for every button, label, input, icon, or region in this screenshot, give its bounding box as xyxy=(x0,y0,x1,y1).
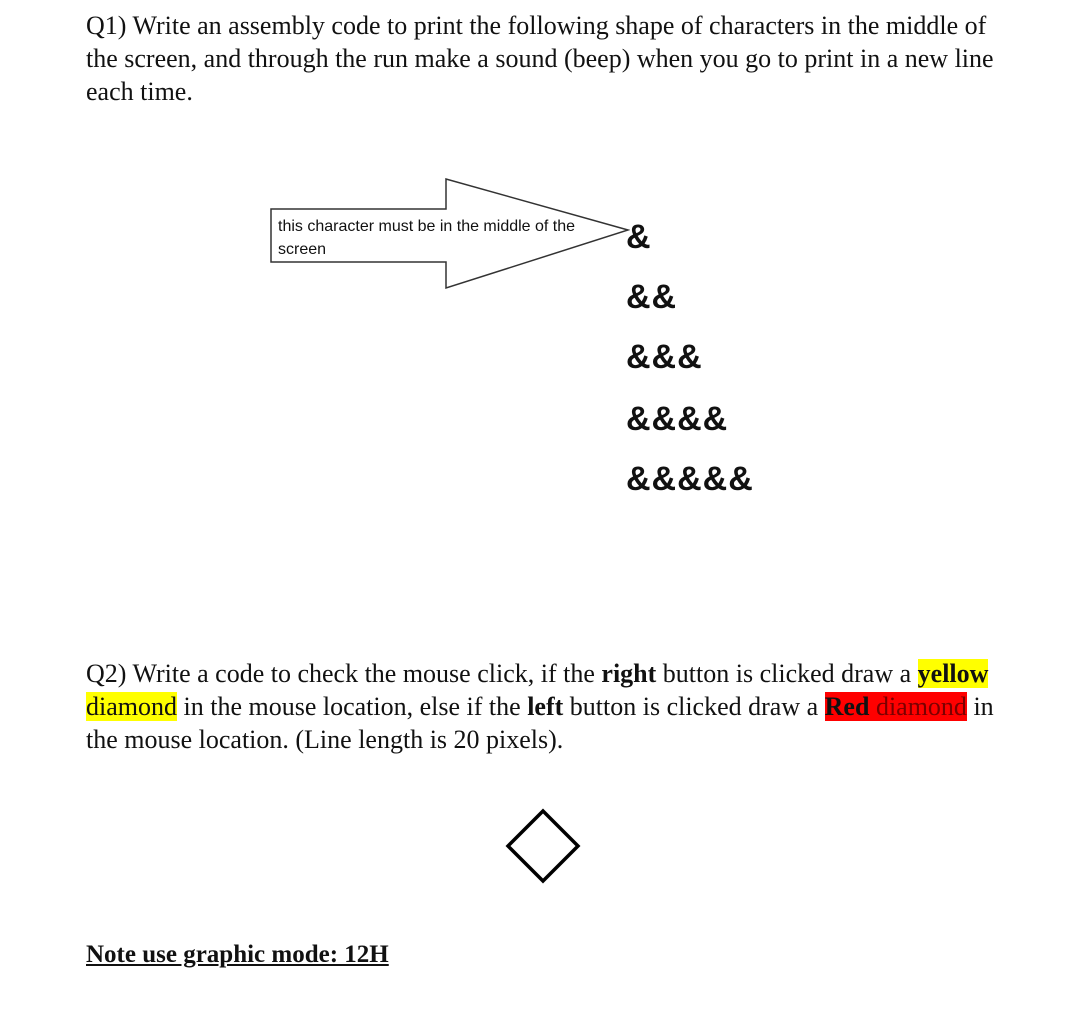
shape-row-5: &&&&& xyxy=(626,460,754,498)
q2-part5: in the mouse location. (Line length is 20 pixels). xyxy=(86,692,994,754)
diamond-outline xyxy=(508,811,578,881)
shape-row-2: && xyxy=(626,278,678,316)
q2-part2: button is clicked draw a xyxy=(656,659,918,688)
shape-row-1: & xyxy=(626,218,652,256)
q2-right-keyword: right xyxy=(601,659,657,688)
callout-label: this character must be in the middle of the screen xyxy=(278,218,576,258)
red-highlight xyxy=(825,692,967,721)
diamond-shape xyxy=(505,808,581,884)
q2-part1: Q2) Write a code to check the mouse click, if the xyxy=(86,659,602,688)
yellow-word: yellow xyxy=(917,659,989,688)
q2-part3: in the mouse location, else if the xyxy=(177,692,528,721)
shape-row-4: &&&& xyxy=(626,400,729,438)
yellow-rest: diamond xyxy=(86,692,177,721)
question-1-text: Q1) Write an assembly code to print the following shape of characters in the middle of the screen, and through the run make a sound (beep) when you go to print in a new line each time. xyxy=(86,11,994,106)
note-text: Note use graphic mode: 12H xyxy=(86,941,389,968)
q2-left-keyword: left xyxy=(527,692,564,721)
question-2-text xyxy=(86,657,1006,756)
q2-part4: button is clicked draw a xyxy=(563,692,825,721)
red-rest: diamond xyxy=(869,692,967,721)
shape-row-3: &&& xyxy=(626,338,703,376)
red-word: Red xyxy=(824,692,870,721)
